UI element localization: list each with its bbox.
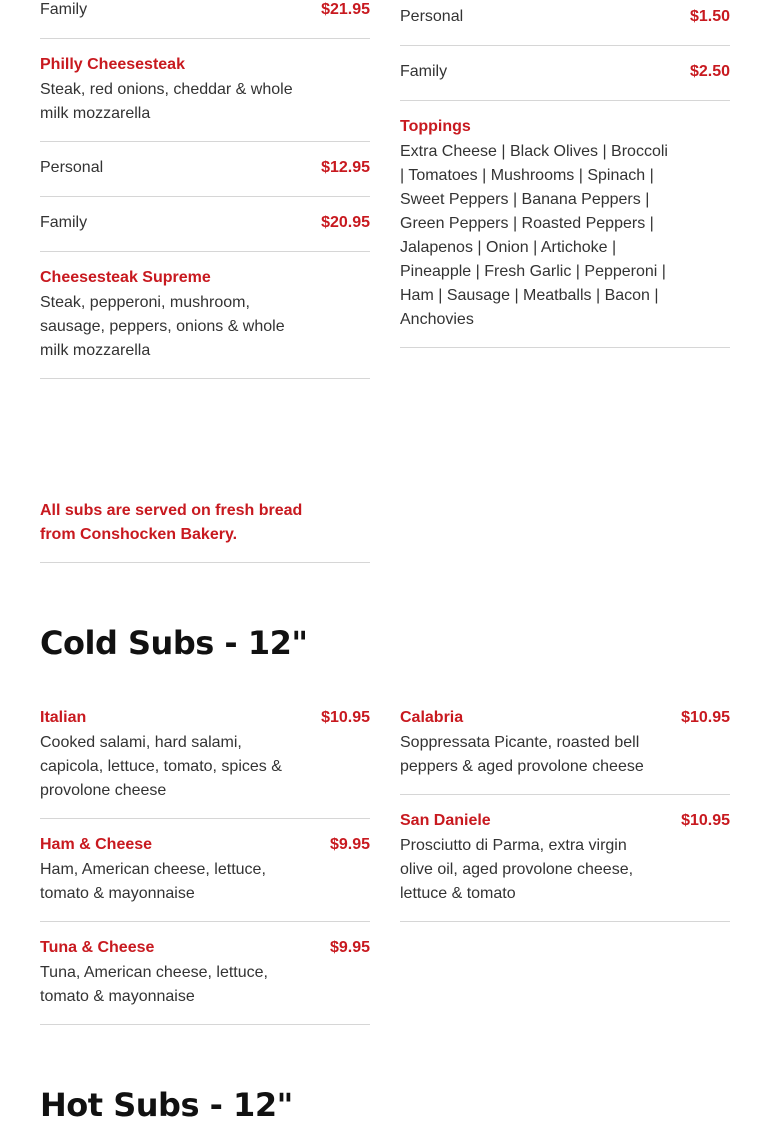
philly-family-label: Family (40, 214, 88, 231)
cold-subs-heading: Cold Subs - 12" (40, 624, 308, 662)
calabria-price: $10.95 (681, 709, 730, 726)
toppings-name: Toppings (400, 118, 471, 135)
bakery-note: All subs are served on fresh bread from Conshocken Bakery. (40, 502, 303, 543)
divider (400, 921, 730, 922)
philly-family-price: $20.95 (321, 214, 370, 231)
philly-cheesesteak-name: Philly Cheesesteak (40, 56, 185, 73)
philly-cheesesteak-description: Steak, red onions, cheddar & whole milk mozzarella (40, 81, 293, 122)
philly-personal-label: Personal (40, 159, 104, 176)
tuna-cheese-price: $9.95 (329, 939, 370, 956)
family-size-price: $21.95 (321, 1, 370, 18)
san-daniele-name: San Daniele (400, 812, 491, 829)
calabria-name: Calabria (400, 709, 464, 726)
divider (40, 251, 370, 252)
hot-subs-heading: Hot Subs - 12" (40, 1086, 293, 1124)
divider (40, 196, 370, 197)
italian-description: Cooked salami, hard salami, capicola, lettuce, tomato, spices & provolone cheese (40, 734, 282, 799)
topping-personal-price: $1.50 (689, 8, 730, 25)
toppings-list: Extra Cheese | Black Olives | Broccoli | Tomatoes | Mushrooms | Spinach | Sweet Peppers | Banana Peppers | Green Peppers | Roasted Peppers | Jalapenos | Onion | Artichoke | Pineapple | Fresh Garlic | Pepperoni | Ham | Sausage | Meatballs | Bacon | Anchovies (400, 143, 668, 328)
ham-cheese-name: Ham & Cheese (40, 836, 153, 853)
divider (40, 921, 370, 922)
divider (400, 45, 730, 46)
san-daniele-description: Prosciutto di Parma, extra virgin olive oil, aged provolone cheese, lettuce & tomato (400, 837, 634, 902)
cheesesteak-supreme-name: Cheesesteak Supreme (40, 269, 211, 286)
italian-name: Italian (40, 709, 87, 726)
philly-personal-price: $12.95 (321, 159, 370, 176)
divider (40, 1024, 370, 1025)
divider (40, 141, 370, 142)
ham-cheese-price: $9.95 (329, 836, 370, 853)
divider (40, 38, 370, 39)
tuna-cheese-name: Tuna & Cheese (40, 939, 155, 956)
italian-price: $10.95 (321, 709, 370, 726)
topping-family-price: $2.50 (689, 63, 730, 80)
divider (40, 378, 370, 379)
calabria-description: Soppressata Picante, roasted bell peppers & aged provolone cheese (400, 734, 644, 775)
divider (400, 794, 730, 795)
ham-cheese-description: Ham, American cheese, lettuce, tomato & mayonnaise (40, 861, 266, 902)
divider (40, 818, 370, 819)
divider (400, 347, 730, 348)
san-daniele-price: $10.95 (681, 812, 730, 829)
cheesesteak-supreme-description: Steak, pepperoni, mushroom, sausage, peppers, onions & whole milk mozzarella (40, 294, 285, 359)
divider (40, 562, 370, 563)
divider (400, 100, 730, 101)
tuna-cheese-description: Tuna, American cheese, lettuce, tomato & mayonnaise (40, 964, 268, 1005)
topping-family-label: Family (400, 63, 448, 80)
topping-personal-label: Personal (400, 8, 464, 25)
family-size-label: Family (40, 1, 88, 18)
